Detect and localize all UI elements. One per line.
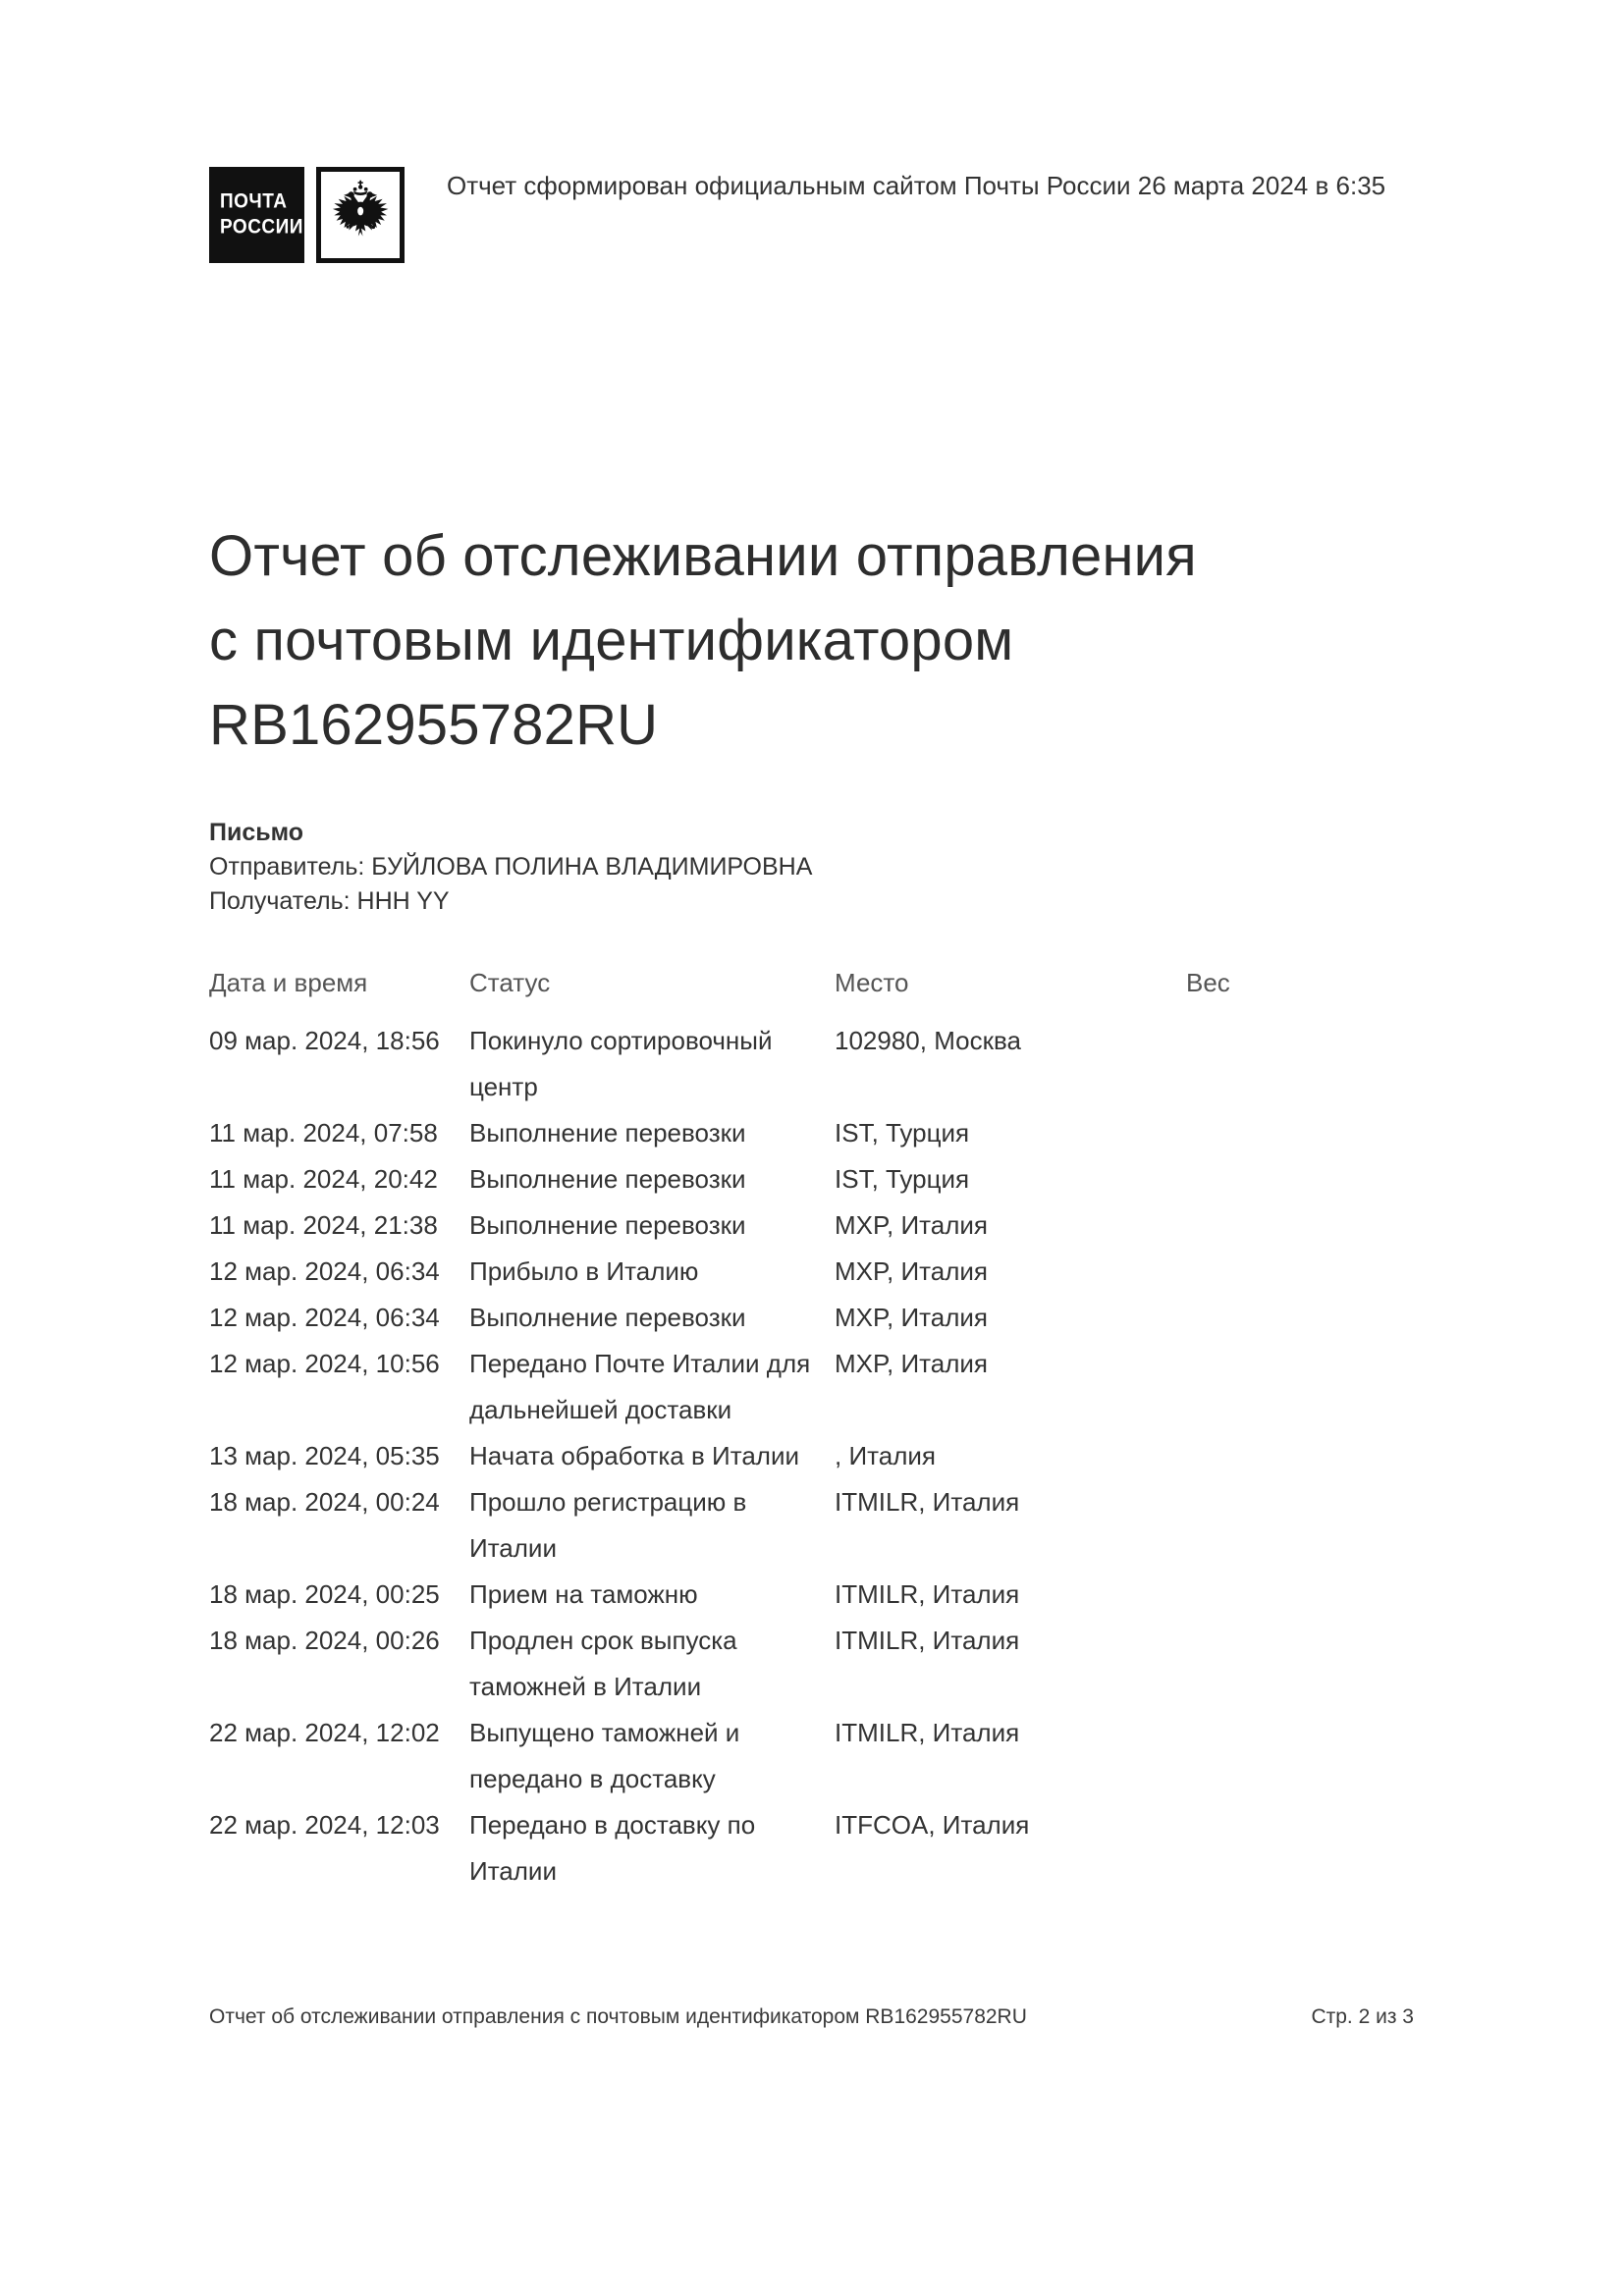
sender-value: БУЙЛОВА ПОЛИНА ВЛАДИМИРОВНА [371, 853, 813, 881]
cell-status: Прошло регистрацию в Италии [469, 1487, 747, 1563]
russian-post-logo [209, 167, 405, 263]
shipment-type: Письмо [209, 819, 304, 846]
cell-place: ITMILR, Италия [835, 1579, 1020, 1609]
table-body [209, 1018, 1414, 1895]
cell-weight [1186, 1802, 1414, 1895]
logo-wordmark-line1: ПОЧТА [220, 189, 288, 214]
column-header-datetime: Дата и время [209, 968, 368, 997]
table-row [209, 1156, 1414, 1202]
cell-place: ITMILR, Италия [835, 1487, 1020, 1517]
cell-weight [1186, 1433, 1414, 1479]
cell-datetime: 11 мар. 2024, 07:58 [209, 1118, 438, 1148]
logo-wordmark-line2: РОССИИ [220, 215, 303, 240]
cell-place: ITMILR, Италия [835, 1718, 1020, 1747]
cell-status: Покинуло сортировочный центр [469, 1026, 773, 1101]
cell-weight [1186, 1249, 1414, 1295]
table-row [209, 1018, 1414, 1110]
cell-place: MXP, Италия [835, 1210, 988, 1240]
table-row [209, 1249, 1414, 1295]
column-header-weight: Вес [1186, 968, 1230, 997]
cell-datetime: 13 мар. 2024, 05:35 [209, 1441, 440, 1470]
cell-weight [1186, 1710, 1414, 1802]
cell-status: Прием на таможню [469, 1579, 698, 1609]
cell-weight [1186, 1479, 1414, 1572]
report-generated-note: Отчет сформирован официальным сайтом Почты России 26 марта 2024 в 6:35 [447, 171, 1386, 200]
table-row [209, 1572, 1414, 1618]
cell-datetime: 18 мар. 2024, 00:26 [209, 1626, 440, 1655]
page-footer [209, 2004, 1414, 2030]
tracking-table [209, 960, 1414, 1895]
cell-status: Выпущено таможней и передано в доставку [469, 1718, 740, 1793]
table-row [209, 1202, 1414, 1249]
cell-status: Продлен срок выпуска таможней в Италии [469, 1626, 737, 1701]
cell-status: Выполнение перевозки [469, 1164, 746, 1194]
cell-weight [1186, 1018, 1414, 1110]
footer-report-id: Отчет об отслеживании отправления с почтовым идентификатором RB162955782RU [209, 2005, 1027, 2028]
table-row [209, 1802, 1414, 1895]
cell-datetime: 12 мар. 2024, 10:56 [209, 1349, 440, 1378]
cell-datetime: 12 мар. 2024, 06:34 [209, 1256, 440, 1286]
table-row [209, 1710, 1414, 1802]
sender-line [209, 850, 812, 884]
cell-status: Выполнение перевозки [469, 1303, 746, 1332]
cell-status: Передано Почте Италии для дальнейшей доставки [469, 1349, 811, 1424]
cell-datetime: 11 мар. 2024, 21:38 [209, 1210, 438, 1240]
cell-status: Передано в доставку по Италии [469, 1810, 756, 1886]
cell-weight [1186, 1110, 1414, 1156]
tracking-table-header [209, 960, 1414, 1006]
cell-datetime: 22 мар. 2024, 12:02 [209, 1718, 440, 1747]
table-row [209, 1479, 1414, 1572]
shipment-info [209, 816, 812, 919]
cell-weight [1186, 1341, 1414, 1433]
cell-place: MXP, Италия [835, 1303, 988, 1332]
cell-weight [1186, 1618, 1414, 1710]
page-title-line2: с почтовым идентификатором [209, 609, 1014, 672]
cell-place: MXP, Италия [835, 1256, 988, 1286]
table-row [209, 1433, 1414, 1479]
column-header-status: Статус [469, 968, 551, 997]
cell-place: IST, Турция [835, 1164, 970, 1194]
cell-status: Выполнение перевозки [469, 1118, 746, 1148]
logo-wordmark [209, 167, 304, 263]
page-title [209, 514, 1197, 768]
cell-weight [1186, 1295, 1414, 1341]
cell-place: IST, Турция [835, 1118, 970, 1148]
cell-place: , Италия [835, 1441, 936, 1470]
double-headed-eagle-icon [316, 167, 405, 263]
cell-datetime: 18 мар. 2024, 00:24 [209, 1487, 440, 1517]
footer-page-number: Стр. 2 из 3 [1311, 2005, 1414, 2028]
cell-place: ITMILR, Италия [835, 1626, 1020, 1655]
cell-weight [1186, 1202, 1414, 1249]
cell-datetime: 18 мар. 2024, 00:25 [209, 1579, 440, 1609]
cell-place: ITFCOA, Италия [835, 1810, 1030, 1840]
cell-weight [1186, 1156, 1414, 1202]
recipient-value: HHH YY [356, 887, 450, 915]
cell-datetime: 11 мар. 2024, 20:42 [209, 1164, 438, 1194]
recipient-label: Получатель: [209, 887, 351, 915]
cell-status: Прибыло в Италию [469, 1256, 699, 1286]
cell-status: Начата обработка в Италии [469, 1441, 800, 1470]
column-header-place: Место [835, 968, 909, 997]
table-row [209, 1341, 1414, 1433]
page-title-line1: Отчет об отслеживании отправления [209, 524, 1197, 588]
table-row [209, 1295, 1414, 1341]
cell-status: Выполнение перевозки [469, 1210, 746, 1240]
cell-weight [1186, 1572, 1414, 1618]
table-row [209, 1110, 1414, 1156]
cell-datetime: 09 мар. 2024, 18:56 [209, 1026, 440, 1055]
cell-place: 102980, Москва [835, 1026, 1021, 1055]
tracking-number: RB162955782RU [209, 693, 659, 757]
cell-datetime: 22 мар. 2024, 12:03 [209, 1810, 440, 1840]
cell-place: MXP, Италия [835, 1349, 988, 1378]
table-row [209, 1618, 1414, 1710]
cell-datetime: 12 мар. 2024, 06:34 [209, 1303, 440, 1332]
sender-label: Отправитель: [209, 853, 365, 881]
recipient-line [209, 884, 812, 919]
